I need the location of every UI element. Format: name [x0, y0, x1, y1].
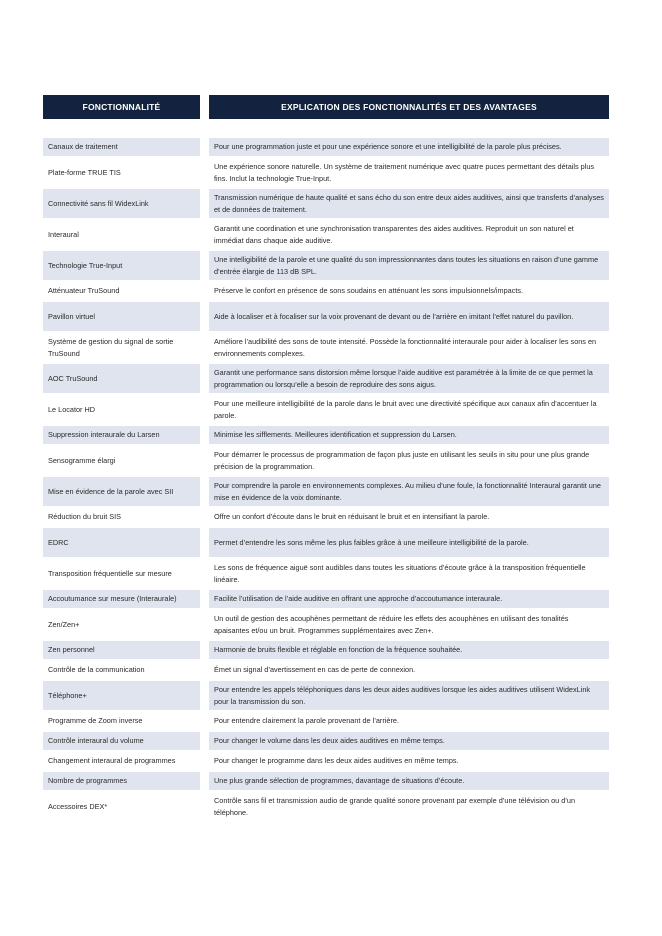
- feature-name: Accessoires DEX*: [48, 801, 108, 811]
- feature-name: AOC TruSound: [43, 364, 200, 393]
- feature-name: Interaural: [48, 229, 79, 239]
- feature-description: Contrôle sans fil et transmission audio de grande qualité sonore provenant par exemple d’une télévision ou d’un téléphone.: [214, 795, 576, 817]
- table-row: [43, 772, 609, 790]
- feature-name: Connectivité sans fil WidexLink: [43, 189, 200, 218]
- feature-description: Pour une meilleure intelligibilité de la parole dans le bruit avec une directivité spécifique aux canaux afin d’accentuer la parole.: [214, 398, 597, 420]
- table-row: [43, 446, 609, 475]
- table-row: [43, 220, 609, 249]
- feature-name: Contrôle interaural du volume: [43, 732, 200, 750]
- feature-description: Garantit une coordination et une synchronisation transparentes des aides auditives. Reproduit un son naturel et immédiat dans chaque aide auditive.: [214, 223, 574, 245]
- feature-name: Sensogramme élargi: [48, 455, 116, 465]
- feature-description: Pour changer le volume dans les deux aides auditives en même temps.: [209, 732, 609, 750]
- table-row: [43, 732, 609, 750]
- table-row: [43, 641, 609, 659]
- table-row: [43, 138, 609, 156]
- table-row: [43, 792, 609, 821]
- feature-name: Zen/Zen+: [48, 619, 80, 629]
- feature-description: Transmission numérique de haute qualité et sans écho du son entre deux aides auditives, ainsi que transferts d’analyses et de données de traitement.: [209, 189, 609, 218]
- feature-name: Réduction du bruit SIS: [48, 512, 122, 522]
- feature-name: Pavillon virtuel: [43, 302, 200, 331]
- feature-name: Système de gestion du signal de sortie TruSound: [48, 336, 174, 358]
- feature-name: Contrôle de la communication: [48, 665, 145, 675]
- table-row: [43, 158, 609, 187]
- feature-description: Harmonie de bruits flexible et réglable en fonction de la fréquence souhaitée.: [209, 641, 609, 659]
- feature-name: Le Locator HD: [48, 404, 96, 414]
- explanation-column-header: EXPLICATION DES FONCTIONNALITÉS ET DES AVANTAGES: [209, 95, 609, 119]
- feature-name: Atténuateur TruSound: [48, 286, 120, 296]
- feature-description: Une plus grande sélection de programmes, davantage de situations d’écoute.: [209, 772, 609, 790]
- feature-description: Préserve le confort en présence de sons soudains en atténuant les sons impulsionnels/impacts.: [214, 286, 524, 296]
- table-row: [43, 426, 609, 444]
- feature-name: Canaux de traitement: [43, 138, 200, 156]
- feature-description: Pour entendre clairement la parole provenant de l’arrière.: [214, 716, 399, 726]
- feature-description: Pour comprendre la parole en environnements complexes. Au milieu d’une foule, la fonctionnalité Interaural garantit une mise en évidence de la voix dominante.: [209, 477, 609, 506]
- table-row: [43, 282, 609, 300]
- feature-name: Technologie True-Input: [43, 251, 200, 280]
- feature-description: Pour une programmation juste et pour une expérience sonore et une intelligibilité de la parole plus précises.: [209, 138, 609, 156]
- table-row: [43, 333, 609, 362]
- feature-name: Mise en évidence de la parole avec SII: [43, 477, 200, 506]
- feature-description: Garantit une performance sans distorsion même lorsque l’aide auditive est paramétrée à la limite de ce que permet la programmation ou lorsqu’elle a besoin de reproduire des sons aigus.: [209, 364, 609, 393]
- feature-name: Téléphone+: [43, 681, 200, 710]
- feature-description: Facilite l’utilisation de l’aide auditive en offrant une approche d’accoutumance interaurale.: [209, 590, 609, 608]
- table-row: [43, 395, 609, 424]
- table-row: [43, 559, 609, 588]
- table-row: [43, 251, 609, 280]
- feature-name: Plate-forme TRUE TIS: [48, 167, 121, 177]
- feature-description: Un outil de gestion des acouphènes permettant de réduire les effets des acouphènes en utilisant des tonalités apaisantes et/ou un bruit. Programmes supplémentaires avec Zen+.: [214, 613, 569, 635]
- feature-name: Nombre de programmes: [43, 772, 200, 790]
- feature-description: Minimise les sifflements. Meilleures identification et suppression du Larsen.: [209, 426, 609, 444]
- table-row: [43, 712, 609, 730]
- feature-description: Offre un confort d’écoute dans le bruit en réduisant le bruit et en intensifiant la parole.: [214, 512, 490, 522]
- feature-name: Zen personnel: [43, 641, 200, 659]
- feature-name: Transposition fréquentielle sur mesure: [48, 568, 172, 578]
- table-row: [43, 302, 609, 331]
- feature-name: EDRC: [43, 528, 200, 557]
- feature-description: Une expérience sonore naturelle. Un système de traitement numérique avec quatre puces permettant des détails plus fins. Inclut la technologie True-Input.: [214, 161, 595, 183]
- feature-description: Les sons de fréquence aiguë sont audibles dans toutes les situations d’écoute grâce à la transposition fréquentielle linéaire.: [214, 562, 586, 584]
- feature-description: Émet un signal d’avertissement en cas de perte de connexion.: [214, 665, 416, 675]
- feature-name: Changement interaural de programmes: [48, 756, 176, 766]
- feature-description: Aide à localiser et à focaliser sur la voix provenant de devant ou de l’arrière en imitant l’effet naturel du pavillon.: [209, 302, 609, 331]
- table-row: [43, 610, 609, 639]
- feature-description: Permet d’entendre les sons même les plus faibles grâce à une meilleure intelligibilité de la parole.: [209, 528, 609, 557]
- table-row: [43, 528, 609, 557]
- table-row: [43, 681, 609, 710]
- feature-description: Une intelligibilité de la parole et une qualité du son impressionnantes dans toutes les situations en raison d’une gamme d’entrée élargie de 113 dB SPL.: [209, 251, 609, 280]
- feature-name: Suppression interaurale du Larsen: [43, 426, 200, 444]
- feature-description: Pour démarrer le processus de programmation de façon plus juste en utilisant les seuils in situ pour une plus grande précision de la programmation.: [214, 449, 590, 471]
- features-table: [43, 138, 609, 823]
- table-row: [43, 189, 609, 218]
- table-row: [43, 364, 609, 393]
- feature-description: Améliore l’audibilité des sons de toute intensité. Possède la fonctionnalité interaurale pour aider à localiser les sons en environnements complexes.: [214, 336, 597, 358]
- feature-description: Pour changer le programme dans les deux aides auditives en même temps.: [214, 756, 459, 766]
- table-row: [43, 752, 609, 770]
- feature-name: Programme de Zoom inverse: [48, 716, 143, 726]
- feature-name: Accoutumance sur mesure (Interaurale): [43, 590, 200, 608]
- table-row: [43, 508, 609, 526]
- feature-description: Pour entendre les appels téléphoniques dans les deux aides auditives lorsque les aides auditives utilisent WidexLink pour la transmission du son.: [209, 681, 609, 710]
- table-row: [43, 661, 609, 679]
- table-row: [43, 477, 609, 506]
- table-row: [43, 590, 609, 608]
- feature-column-header: FONCTIONNALITÉ: [43, 95, 200, 119]
